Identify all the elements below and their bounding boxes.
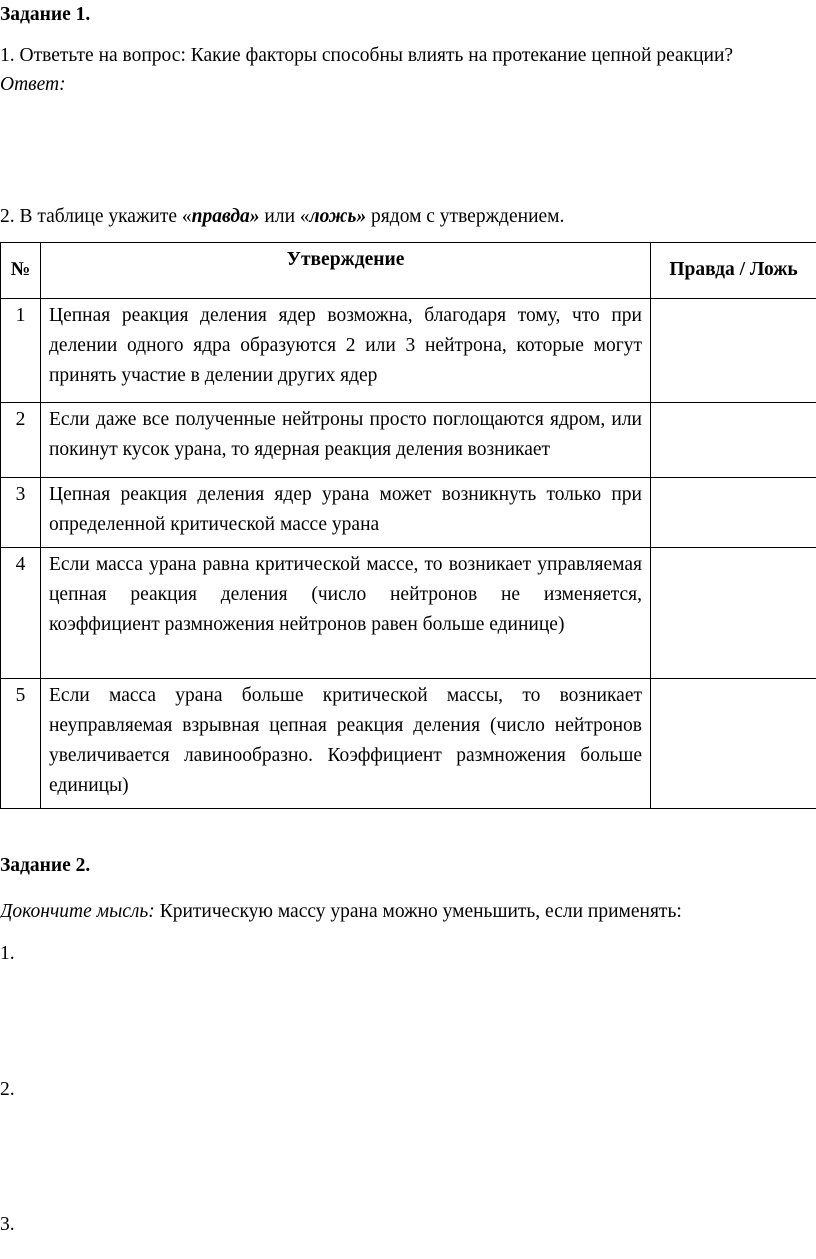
table-row [1, 299, 816, 403]
task2-title: Задание 2. [0, 855, 91, 876]
answer-item-3: 3. [0, 1214, 15, 1235]
answer-cell[interactable] [651, 679, 816, 809]
row-statement: Если даже все полученные нейтроны просто поглощаются ядром, или покинут кусок урана, то ядерная реакция деления возникает [41, 403, 651, 478]
answer-cell[interactable] [651, 548, 816, 679]
header-statement: Утверждение [41, 243, 651, 299]
answer-cell[interactable] [651, 478, 816, 548]
row-number: 1 [1, 299, 41, 403]
row-number: 4 [1, 548, 41, 679]
answer-label: Ответ: [0, 74, 66, 95]
header-num: № [1, 243, 41, 299]
task2-prompt: Докончите мысль: Критическую массу урана можно уменьшить, если применять: [0, 901, 682, 922]
row-statement: Цепная реакция деления ядер урана может возникнуть только при определенной критической массе урана [41, 478, 651, 548]
table-row [1, 478, 816, 548]
true-false-table [0, 242, 816, 809]
answer-cell[interactable] [651, 299, 816, 403]
header-true-false: Правда / Ложь [651, 243, 816, 299]
answer-item-2: 2. [0, 1079, 15, 1100]
table-row [1, 403, 816, 478]
row-number: 5 [1, 679, 41, 809]
row-statement: Если масса урана равна критической массе, то возникает управляемая цепная реакция деления (число нейтронов не изменяется, коэффициент размножения нейтронов равен больше единице) [41, 548, 651, 679]
answer-cell[interactable] [651, 403, 816, 478]
table-row [1, 548, 816, 679]
row-number: 3 [1, 478, 41, 548]
answer-item-1: 1. [0, 943, 15, 964]
row-number: 2 [1, 403, 41, 478]
table-header-row [1, 243, 816, 299]
task1-title: Задание 1. [0, 4, 91, 25]
question-1: 1. Ответьте на вопрос: Какие факторы способны влиять на протекание цепной реакции? [0, 45, 734, 66]
question-2: 2. В таблице укажите «правда» или «ложь» рядом с утверждением. [0, 206, 565, 227]
row-statement: Цепная реакция деления ядер возможна, благодаря тому, что при делении одного ядра образуются 2 или 3 нейтрона, которые могут принять участие в делении других ядер [41, 299, 651, 403]
table-row [1, 679, 816, 809]
row-statement: Если масса урана больше критической массы, то возникает неуправляемая взрывная цепная реакция деления (число нейтронов увеличивается лавинообразно. Коэффициент размножения больше единицы) [41, 679, 651, 809]
